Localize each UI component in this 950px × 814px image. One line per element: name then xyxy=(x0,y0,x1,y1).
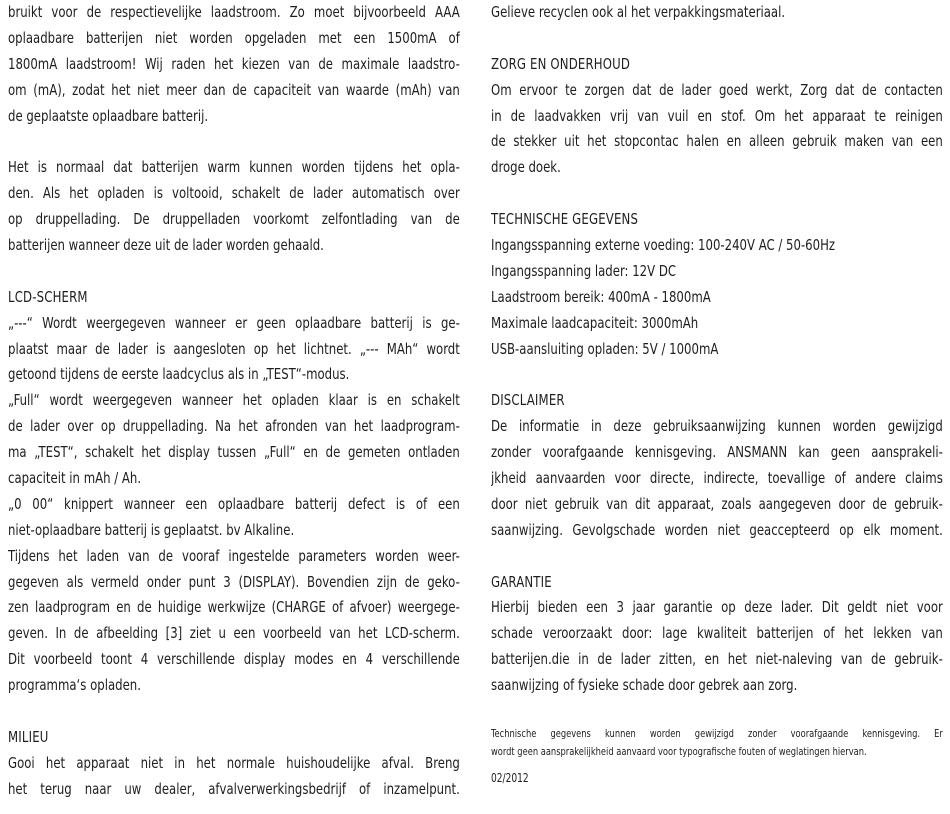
left-column xyxy=(8,0,460,803)
text-line: „---“ Wordt weergegeven wanneer er geen oplaadbare batterij is ge- xyxy=(8,313,460,332)
text-line: door niet gebruik van dit apparaat, zoals aangegeven door de gebruik- xyxy=(491,494,943,513)
text-line: de geplaatste oplaadbare batterij. xyxy=(8,106,209,125)
section-heading-lcd: LCD-SCHERM xyxy=(8,287,88,306)
text-line: gegeven als vermeld onder punt 3 (DISPLAY). Bovendien zijn de geko- xyxy=(8,572,460,591)
text-line: „Full“ wordt weergegeven wanneer het opladen klaar is en schakelt xyxy=(8,391,460,410)
text-line: Gooi het apparaat niet in het normale huishoudelijke afval. Breng xyxy=(8,753,460,772)
text-line: de stekker uit het stopcontac halen en alleen gebruik maken van een xyxy=(491,132,943,151)
text-line: den. Als het opladen is voltooid, schakelt de lader automatisch over xyxy=(8,184,460,203)
right-column xyxy=(491,0,943,789)
fine-print-line: wordt geen aansprakelijkheid aanvaard voor typografische fouten of weglatingen hiervan. xyxy=(491,745,867,759)
text-line: Hierbij bieden een 3 jaar garantie op deze lader. Dit geldt niet voor xyxy=(491,598,943,617)
text-line: op druppellading. De druppelladen voorkomt zelfontlading van de xyxy=(8,210,460,229)
text-line: batterijen wanneer deze uit de lader worden gehaald. xyxy=(8,236,324,255)
spec-line: USB-aansluiting opladen: 5V / 1000mA xyxy=(491,339,719,358)
text-line: droge doek. xyxy=(491,158,561,177)
text-line: saanwijzing. Gevolgschade worden niet geaccepteerd op elk moment. xyxy=(491,520,943,539)
section-heading-milieu: MILIEU xyxy=(8,727,49,746)
text-line: Om ervoor te zorgen dat de lader goed werkt, Zorg dat de contacten xyxy=(491,80,943,99)
text-line: schade veroorzaakt door: lage kwaliteit batterijen of het lekken van xyxy=(491,624,943,643)
text-line: bruikt voor de respectievelijke laadstroom. Zo moet bijvoorbeeld AAA xyxy=(8,3,460,21)
text-line: zonder voorafgaande kennisgeving. ANSMANN kan geen aansprakeli- xyxy=(491,443,943,462)
text-line: capaciteit in mAh / Ah. xyxy=(8,469,142,488)
section-heading-disclaimer: DISCLAIMER xyxy=(491,391,565,410)
spec-line: Maximale laadcapaciteit: 3000mAh xyxy=(491,313,699,332)
text-line: het terug naar uw dealer, afvalverwerkingsbedrijf of inzamelpunt. xyxy=(8,779,460,798)
section-heading-zorg: ZORG EN ONDERHOUD xyxy=(491,54,631,73)
text-line: „0 00“ knippert wanneer een oplaadbare batterij defect is of een xyxy=(8,494,460,513)
text-line: ma „TEST“, schakelt het display tussen „Full“ en de gemeten ontladen xyxy=(8,443,460,462)
text-line: jkheid aanvaarden voor directe, indirecte, toevallige of andere claims xyxy=(491,469,943,488)
text-line: geven. In de afbeelding [3] ziet u een voorbeeld van het LCD-scherm. xyxy=(8,624,460,643)
spec-line: Laadstroom bereik: 400mA - 1800mA xyxy=(491,287,711,306)
text-line: batterijen.die in de lader zitten, en het niet-naleving van de gebruik- xyxy=(491,650,943,669)
spec-line: Ingangsspanning lader: 12V DC xyxy=(491,261,677,280)
text-line: saanwijzing of fysieke schade door gebrek aan zorg. xyxy=(491,676,798,695)
text-line: oplaadbare batterijen niet worden opgeladen met een 1500mA of xyxy=(8,28,460,47)
text-line: Gelieve recyclen ook al het verpakkingsmateriaal. xyxy=(491,3,786,21)
text-line: getoond tijdens de eerste laadcyclus als in „TEST“-modus. xyxy=(8,365,350,384)
section-heading-garantie: GARANTIE xyxy=(491,572,552,591)
text-line: Het is normaal dat batterijen warm kunnen worden tijdens het opla- xyxy=(8,158,460,177)
document-date: 02/2012 xyxy=(491,771,529,786)
text-line: programma‘s opladen. xyxy=(8,676,141,695)
section-heading-technische-gegevens: TECHNISCHE GEGEVENS xyxy=(491,210,639,229)
text-line: Dit voorbeeld toont 4 verschillende display modes en 4 verschillende xyxy=(8,650,460,669)
text-line: plaatst maar de lader is aangesloten op het lichtnet. „--- MAh“ wordt xyxy=(8,339,460,358)
fine-print-line: Technische gegevens kunnen worden gewijzigd zonder voorafgaande kennisgeving. Er xyxy=(491,727,943,741)
text-line: om (mA), zodat het niet meer dan de capaciteit van waarde (mAh) van xyxy=(8,80,460,99)
text-line: niet-oplaadbare batterij is geplaatst. bv Alkaline. xyxy=(8,520,295,539)
text-line: zen laadprogram en de huidige werkwijze (CHARGE of afvoer) weergege- xyxy=(8,598,460,617)
text-line: Tijdens het laden van de vooraf ingestelde parameters worden weer- xyxy=(8,546,460,565)
text-line: in de laadvakken vrij van vuil en stof. Om het apparaat te reinigen xyxy=(491,106,943,125)
text-line: De informatie in deze gebruiksaanwijzing kunnen worden gewijzigd xyxy=(491,417,943,436)
text-line: de lader over op druppellading. Na het afronden van het laadprogram- xyxy=(8,417,460,436)
spec-line: Ingangsspanning externe voeding: 100-240V AC / 50-60Hz xyxy=(491,236,836,255)
text-line: 1800mA laadstroom! Wij raden het kiezen van de maximale laadstro- xyxy=(8,54,460,73)
